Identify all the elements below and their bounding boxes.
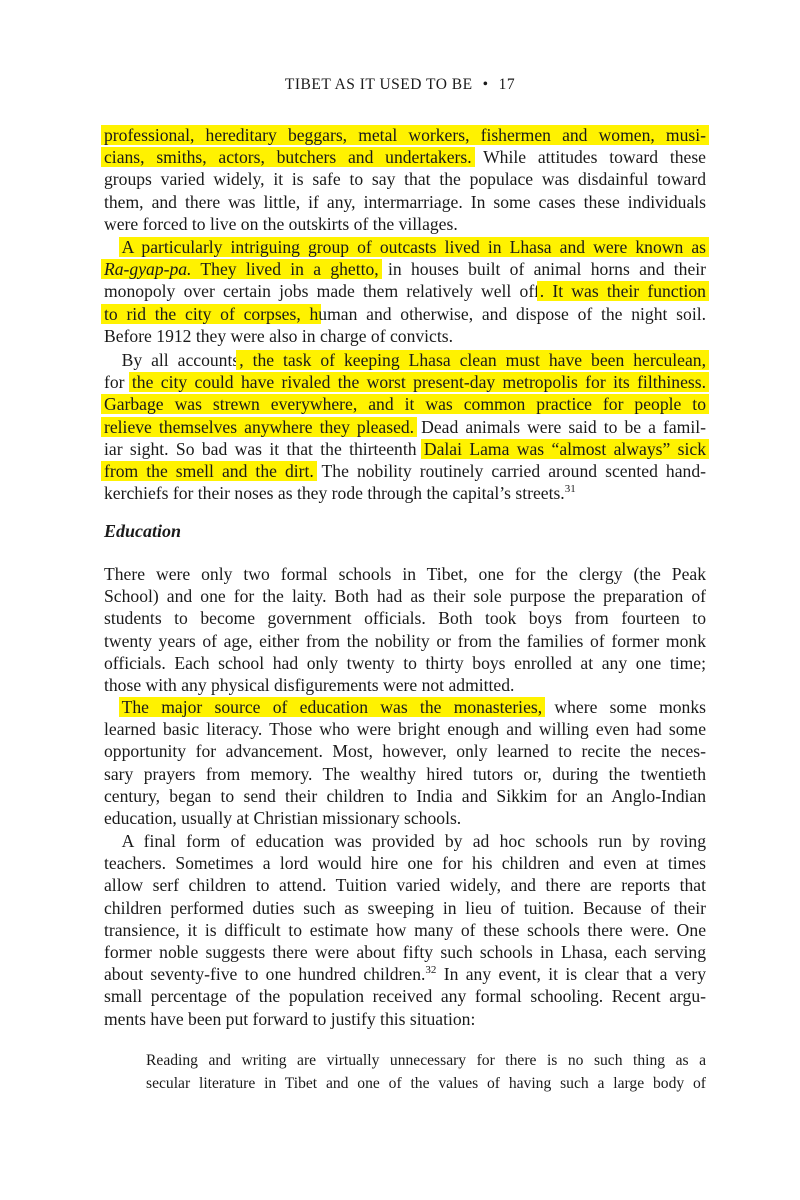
highlighted-text: from the smell and the dirt. bbox=[104, 460, 314, 481]
plain-text: monopoly over certain jobs made them relatively well off bbox=[104, 281, 540, 302]
plain-text: The nobility routinely carried around scented hand- bbox=[313, 460, 706, 481]
text-line bbox=[104, 258, 706, 280]
text-line: School) and one for the laity. Both had as their sole purpose the preparation of bbox=[104, 586, 706, 607]
text-line: teachers. Sometimes a lord would hire one for his children and even at times bbox=[104, 853, 706, 874]
plain-text: for bbox=[104, 372, 132, 393]
text-line bbox=[104, 280, 706, 302]
text-line: allow serf children to attend. Tuition varied widely, and there are reports that bbox=[104, 875, 706, 896]
text-line: sary prayers from memory. The wealthy hired tutors or, during the twentieth bbox=[104, 763, 706, 784]
quote-line: Reading and writing are virtually unnecessary for there is no such thing as a bbox=[146, 1052, 706, 1069]
text-line bbox=[104, 963, 706, 985]
paragraph-ragyappa bbox=[104, 236, 706, 347]
paragraph-lhasa-filth bbox=[104, 349, 706, 504]
paragraph-formal-schools bbox=[104, 563, 706, 696]
plain-text: While attitudes toward these bbox=[471, 147, 706, 168]
text-line: transience, it is difficult to estimate how many of these schools there were. One bbox=[104, 919, 706, 940]
plain-text: iar sight. So bad was it that the thirteenth bbox=[104, 438, 424, 459]
text-line bbox=[104, 146, 706, 168]
text-line: learned basic literacy. Those who were bright enough and willing even had some bbox=[104, 719, 706, 740]
text-line bbox=[104, 482, 706, 504]
highlighted-fragment: They lived in a ghetto, bbox=[191, 259, 379, 280]
italic-term: Ra-gyap-pa. bbox=[104, 259, 192, 280]
text-line: twenty years of age, either from the nobility or from the families of former monk bbox=[104, 630, 706, 651]
text-line bbox=[104, 460, 706, 482]
plain-text: about seventy-five to one hundred children. bbox=[104, 964, 426, 985]
plain-text: A final form of education was provided by ad hoc schools run by roving bbox=[121, 831, 706, 851]
highlighted-text: the city could have rivaled the worst present-day metropolis for its filthiness. bbox=[131, 372, 706, 393]
highlighted-text: professional, hereditary beggars, metal workers, fishermen and women, musi- bbox=[104, 125, 706, 145]
text-line: small percentage of the population received any formal schooling. Recent argu- bbox=[104, 986, 706, 1007]
highlighted-text: , the task of keeping Lhasa clean must have been herculean, bbox=[239, 350, 706, 370]
highlighted-text: A particularly intriguing group of outcasts lived in Lhasa and were known as bbox=[121, 237, 706, 257]
paragraph-outcast-groups bbox=[104, 124, 706, 235]
quote-line: secular literature in Tibet and one of the values of having such a large body of bbox=[146, 1074, 706, 1092]
plain-text: By all accounts bbox=[121, 350, 240, 370]
text-line: former noble suggests there were about fifty such schools in Lhasa, each serving bbox=[104, 941, 706, 962]
text-line bbox=[104, 124, 706, 146]
text-line: education, usually at Christian missionary schools. bbox=[104, 807, 462, 828]
text-line bbox=[104, 393, 706, 415]
text-line bbox=[104, 438, 706, 460]
footnote-ref: 31 bbox=[564, 483, 576, 496]
plain-text: where some monks bbox=[542, 697, 706, 717]
text-line: Before 1912 they were also in charge of convicts. bbox=[104, 325, 453, 346]
text-line bbox=[104, 830, 706, 852]
text-line: opportunity for advancement. Most, however, only learned to recite the neces- bbox=[104, 741, 706, 762]
highlighted-text: to rid the city of corpses, h bbox=[104, 303, 319, 324]
text-line: children performed duties such as sweeping in lieu of tuition. Because of their bbox=[104, 897, 706, 918]
text-line: groups varied widely, it is safe to say that the populace was disdainful toward bbox=[104, 169, 706, 190]
highlighted-text: cians, smiths, actors, butchers and undertakers. bbox=[104, 147, 472, 168]
text-line: ments have been put forward to justify this situation: bbox=[104, 1008, 476, 1029]
text-line: those with any physical disfigurements were not admitted. bbox=[104, 674, 515, 695]
text-line: There were only two formal schools in Tibet, one for the clergy (the Peak bbox=[104, 564, 706, 584]
text-line: them, and there was little, if any, intermarriage. In some cases these individuals bbox=[104, 191, 706, 212]
plain-text: Dead animals were said to be a famil- bbox=[414, 416, 706, 437]
text-line bbox=[104, 349, 706, 371]
section-heading-education: Education bbox=[104, 521, 182, 541]
running-head-separator: • bbox=[482, 76, 489, 93]
highlighted-text: The major source of education was the monasteries, bbox=[121, 697, 543, 717]
paragraph-adhoc-schools bbox=[104, 830, 706, 1030]
text-line bbox=[104, 696, 706, 718]
text-line: students to become government officials. Both took boys from fourteen to bbox=[104, 608, 706, 629]
plain-text: kerchiefs for their noses as they rode through the capital’s streets. bbox=[104, 483, 565, 504]
page-number: 17 bbox=[498, 76, 516, 93]
running-title: TIBET AS IT USED TO BE bbox=[284, 76, 473, 93]
running-head bbox=[0, 76, 800, 94]
text-line: officials. Each school had only twenty to thirty boys enrolled at any one time; bbox=[104, 652, 706, 673]
plain-text: uman and otherwise, and dispose of the night soil. bbox=[318, 303, 706, 324]
text-line bbox=[104, 303, 706, 325]
paragraph-monasteries bbox=[104, 696, 706, 829]
plain-text: in houses built of animal horns and their bbox=[378, 259, 707, 280]
text-line bbox=[104, 371, 706, 393]
text-line: century, began to send their children to India and Sikkim for an Anglo-Indian bbox=[104, 785, 706, 806]
highlighted-text bbox=[104, 259, 379, 279]
highlighted-text: relieve themselves anywhere they pleased. bbox=[104, 416, 415, 437]
highlighted-text: Dalai Lama was “almost always” sick bbox=[423, 438, 706, 459]
text-line bbox=[104, 416, 706, 438]
footnote-ref: 32 bbox=[425, 964, 437, 977]
highlighted-text: Garbage was strewn everywhere, and it was common practice for people to bbox=[104, 394, 706, 415]
text-line bbox=[104, 236, 706, 258]
highlighted-text: . It was their function bbox=[539, 281, 706, 302]
plain-text: In any event, it is clear that a very bbox=[436, 964, 706, 985]
block-quote bbox=[146, 1050, 706, 1095]
text-line: were forced to live on the outskirts of the villages. bbox=[104, 213, 458, 234]
